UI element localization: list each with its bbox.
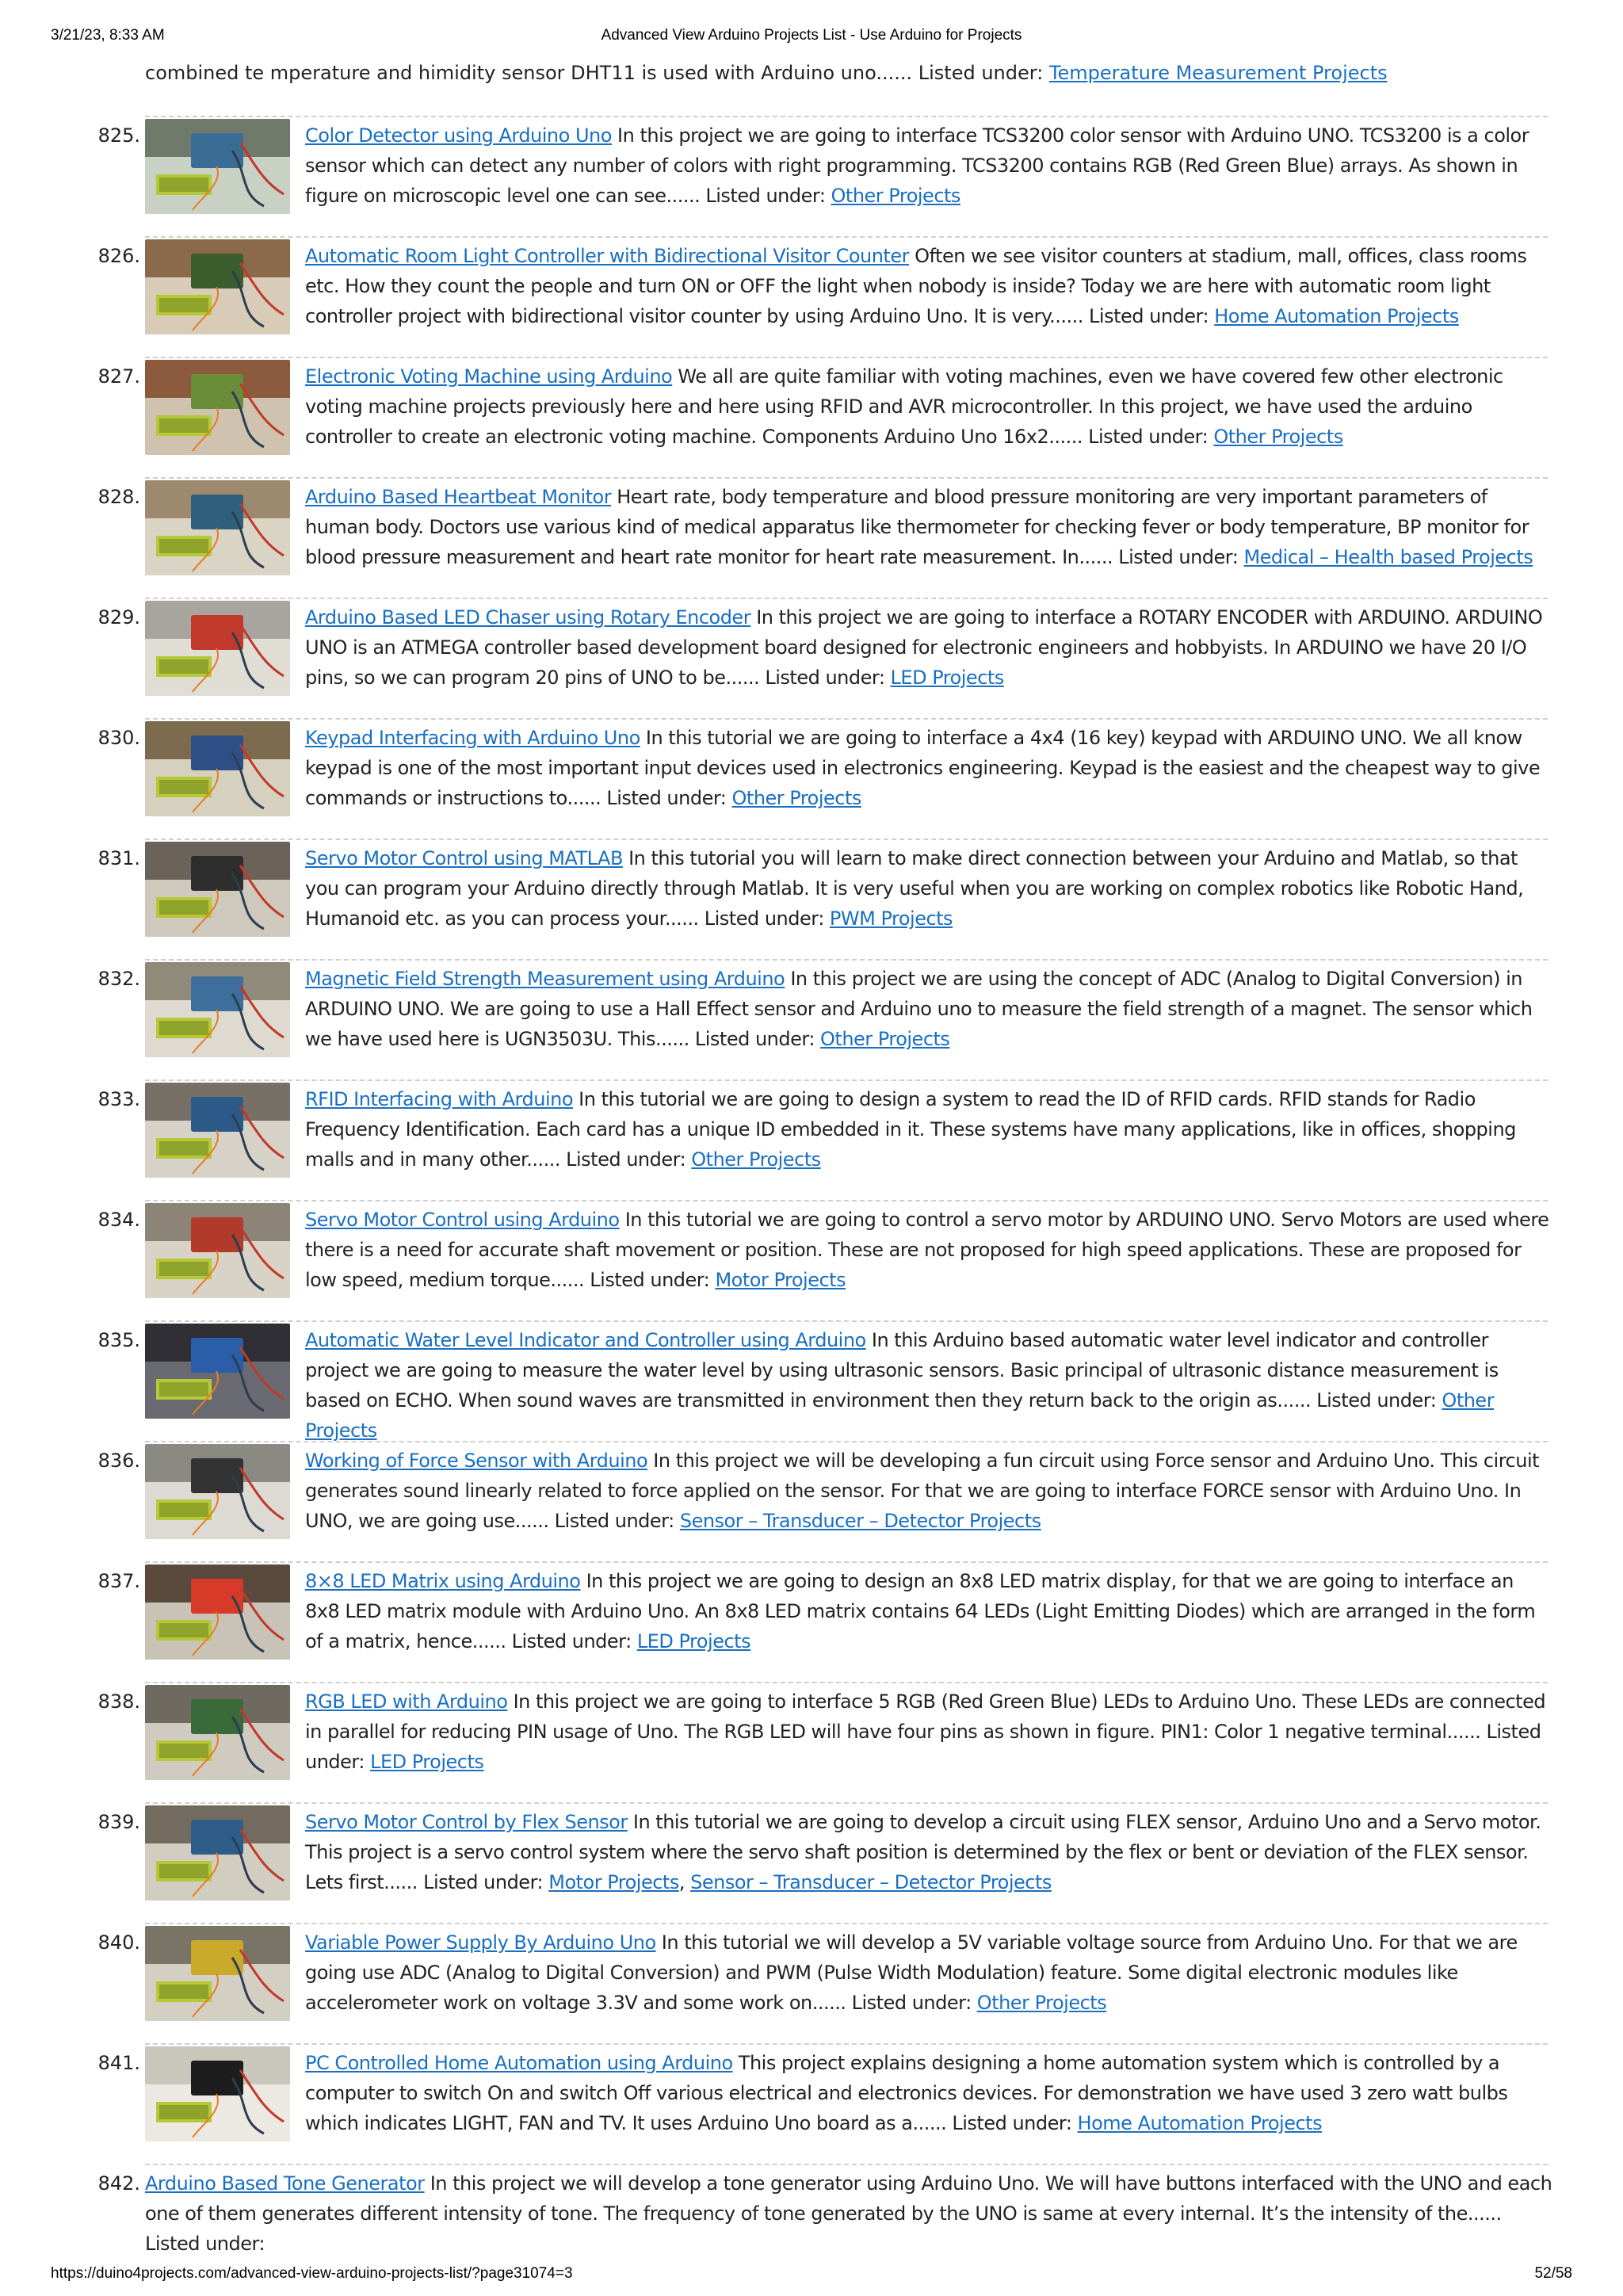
category-link[interactable]: Home Automation Projects [1214, 305, 1459, 327]
project-title-link[interactable]: Servo Motor Control using Arduino [305, 1209, 620, 1231]
item-separator [145, 1441, 1548, 1442]
circuit-photo-icon [145, 360, 290, 455]
item-separator [145, 357, 1548, 358]
project-title-link[interactable]: Electronic Voting Machine using Arduino [305, 365, 673, 388]
item-number: 836. [97, 1450, 140, 1472]
project-thumbnail-image[interactable] [145, 1324, 290, 1419]
circuit-photo-icon [145, 1444, 290, 1539]
listed-under-label: Listed under: [1311, 1389, 1442, 1412]
project-title-link[interactable]: Working of Force Sensor with Arduino [305, 1450, 648, 1472]
listed-under-label: Listed under: [946, 2112, 1078, 2134]
circuit-photo-icon [145, 119, 290, 214]
item-separator [145, 116, 1548, 117]
listed-under-label: Listed under: [1113, 546, 1244, 568]
item-separator [145, 477, 1548, 479]
project-thumbnail-image[interactable] [145, 239, 290, 334]
item-number: 834. [97, 1209, 140, 1231]
listed-under-label: Listed under: [1083, 305, 1215, 327]
category-link[interactable]: Medical – Health based Projects [1243, 546, 1533, 568]
item-number: 825. [97, 124, 140, 147]
project-title-link[interactable]: Servo Motor Control using MATLAB [305, 847, 623, 869]
project-thumbnail-image[interactable] [145, 480, 290, 575]
project-description: In this project we are going to interface a ROTARY ENCODER with ARDUINO. ARDUINO UNO is an ATMEGA controller based development board designed for electronic engineers and hobbyists. In ARDUINO we have 20 I/O pins, so we can program 20 pins of UNO to be...... [305, 606, 1543, 689]
item-separator [145, 598, 1548, 599]
project-description: In this tutorial we are going to design a system to read the ID of RFID cards. RFID stands for Radio Frequency Identification. Each card has a unique ID embedded in it. These systems have many applications, like in offices, shopping malls and in many other...... [305, 1088, 1516, 1171]
project-title-link[interactable]: Keypad Interfacing with Arduino Uno [305, 727, 640, 749]
project-thumbnail-image[interactable] [145, 962, 290, 1057]
listed-under-label: Listed under: [700, 185, 831, 207]
item-separator [145, 2043, 1548, 2045]
item-separator [145, 718, 1548, 720]
item-number: 842. [97, 2172, 140, 2195]
circuit-photo-icon [145, 2046, 290, 2141]
circuit-photo-icon [145, 1805, 290, 1901]
project-title-link[interactable]: RFID Interfacing with Arduino [305, 1088, 574, 1110]
page-counter: 52/58 [1534, 2265, 1572, 2282]
project-description: In this project we will be developing a fun circuit using Force sensor and Arduino Uno. This circuit generates sound linearly related to force applied on the sensor. For that we are going to interface FORCE sensor with Arduino Uno. In UNO, we are going use...... [305, 1450, 1540, 1532]
category-link[interactable]: Sensor – Transducer – Detector Projects [679, 1510, 1041, 1532]
project-title-link[interactable]: Variable Power Supply By Arduino Uno [305, 1931, 656, 1954]
circuit-photo-icon [145, 1324, 290, 1419]
item-number: 826. [97, 245, 140, 267]
project-description: In this project we will develop a tone generator using Arduino Uno. We will have buttons interfaced with the UNO and each one of them generates different intensity of tone. The frequency of tone generated by the UNO is same at every internal. It’s the intensity of the...... [145, 2172, 1552, 2225]
item-text [305, 482, 1553, 572]
item-number: 831. [97, 847, 140, 869]
project-title-link[interactable]: Servo Motor Control by Flex Sensor [305, 1811, 628, 1833]
project-thumbnail-image[interactable] [145, 1564, 290, 1660]
item-text [305, 1205, 1553, 1295]
project-description: We all are quite familiar with voting machines, even we have covered few other electronic voting machine projects previously here and here using RFID and AVR microcontroller. In this project, we have used the arduino controller to create an electronic voting machine. Components Arduino Uno 16x2...... [305, 365, 1503, 448]
category-link[interactable]: LED Projects [890, 667, 1004, 689]
project-description: In this tutorial we are going to control a servo motor by ARDUINO UNO. Servo Motors are used where there is a need for accurate shaft movement or position. These are not proposed for high speed applications. These are proposed for low speed, medium torque...... [305, 1209, 1549, 1291]
category-link[interactable]: Motor Projects [715, 1269, 846, 1291]
item-text [305, 1084, 1553, 1175]
project-thumbnail-image[interactable] [145, 1685, 290, 1780]
item-separator [145, 2164, 1548, 2165]
item-text [305, 1927, 1553, 2018]
project-thumbnail-image[interactable] [145, 721, 290, 816]
item-separator [145, 1320, 1548, 1322]
project-title-link[interactable]: Automatic Water Level Indicator and Controller using Arduino [305, 1329, 866, 1351]
item-text [305, 843, 1553, 934]
project-thumbnail-image[interactable] [145, 1203, 290, 1298]
category-link[interactable]: Motor Projects [548, 1871, 679, 1893]
print-header [51, 27, 1572, 49]
item-separator [145, 1200, 1548, 1201]
project-description: In this Arduino based automatic water level indicator and controller project we are going to measure the water level by using ultrasonic sensors. Basic principal of ultrasonic distance measurement is based on ECHO. When sound waves are transmitted in environment then they return back to the origin as...... [305, 1329, 1499, 1412]
listed-under-label: Listed under: [417, 1871, 549, 1893]
item-text: Servo Motor Control by Flex Sensor In this tutorial we are going to develop a circuit using FLEX sensor, Arduino Uno and a Servo motor. This project is a servo control system where the servo shaft position is determined by the flex or bent or deviation of the FLEX sensor. Lets first...... Listed under: Motor Projects, Sensor – Transducer – Detector Projects [305, 1811, 1541, 1893]
project-description: In this project we are going to design an 8x8 LED matrix display, for that we are going to interface an 8x8 LED matrix module with Arduino Uno. An 8x8 LED matrix contains 64 LEDs (Light Emitting Diodes) which are arranged in the form of a matrix, hence...... [305, 1570, 1536, 1652]
item-number: 837. [97, 1570, 140, 1592]
project-thumbnail-image[interactable] [145, 119, 290, 214]
category-link[interactable]: Other Projects [1213, 426, 1343, 448]
project-description: In this tutorial we are going to develop a circuit using FLEX sensor, Arduino Uno and a Servo motor. This project is a servo control system where the servo shaft position is determined by the flex or bent or deviation of the FLEX sensor. Lets first...... [305, 1811, 1541, 1893]
print-page-title: Advanced View Arduino Projects List - Use Arduino for Projects [601, 27, 1022, 44]
item-separator [145, 959, 1548, 961]
project-description: In this tutorial we will develop a 5V variable voltage source from Arduino Uno. For that we are going use ADC (Analog to Digital Conversion) and PWM (Pulse Width Modulation) feature. Some digital electronic modules like accelerometer work on voltage 3.3V and some work on...... [305, 1931, 1518, 2014]
project-title-link[interactable]: Arduino Based Heartbeat Monitor [305, 486, 612, 508]
circuit-photo-icon [145, 1564, 290, 1660]
listed-under-label: Listed under: [1083, 426, 1214, 448]
project-thumbnail-image[interactable] [145, 2046, 290, 2141]
listed-under-label: Listed under: [506, 1630, 637, 1652]
project-title-link[interactable]: 8×8 LED Matrix using Arduino [305, 1570, 581, 1592]
circuit-photo-icon [145, 1926, 290, 2021]
item-text [305, 361, 1553, 452]
item-text [305, 964, 1553, 1054]
project-description: This project explains designing a home automation system which is controlled by a computer to switch On and switch Off various electrical and electronics devices. For demonstration we have used 3 zero watt bulbs which indicates LIGHT, FAN and TV. It uses Arduino Uno board as a...... [305, 2052, 1508, 2134]
category-link[interactable]: Home Automation Projects [1077, 2112, 1323, 2134]
item-separator [145, 1802, 1548, 1804]
item-number: 835. [97, 1329, 140, 1351]
item-number: 841. [97, 2052, 140, 2074]
print-datetime: 3/21/23, 8:33 AM [51, 27, 165, 44]
project-thumbnail-image[interactable] [145, 842, 290, 937]
circuit-photo-icon [145, 842, 290, 937]
listed-under-label: Listed under: [698, 907, 830, 930]
intro-category-link[interactable]: Temperature Measurement Projects [1048, 62, 1388, 84]
project-description: In this tutorial you will learn to make direct connection between your Arduino and Matlab, so that you can program your Arduino directly through Matlab. It is very useful when you are working on complex robotics like Robotic Hand, Humanoid etc. as you can process your...... [305, 847, 1524, 930]
listed-under-label: Listed under: [584, 1269, 716, 1291]
category-link[interactable]: LED Projects [370, 1751, 484, 1773]
item-text [305, 1566, 1553, 1656]
item-text [305, 120, 1553, 211]
project-title-link[interactable]: Color Detector using Arduino Uno [305, 124, 612, 147]
item-separator [145, 1923, 1548, 1924]
intro-text: combined te mperature and himidity sensor DHT11 is used with Arduino uno...... Listed under: [145, 62, 1049, 84]
category-link[interactable]: Other Projects [831, 185, 960, 207]
item-separator [145, 1561, 1548, 1563]
item-text [305, 2048, 1553, 2138]
circuit-photo-icon [145, 480, 290, 575]
circuit-photo-icon [145, 239, 290, 334]
item-number: 829. [97, 606, 140, 628]
listed-under-label: Listed under: [601, 787, 732, 809]
item-separator [145, 1682, 1548, 1683]
project-description: In this project we are going to interface 5 RGB (Red Green Blue) LEDs to Arduino Uno. These LEDs are connected in parallel for reducing PIN usage of Uno. The RGB LED will have four pins as shown in figure. PIN1: Color 1 negative terminal...... [305, 1690, 1546, 1743]
item-separator [145, 839, 1548, 840]
circuit-photo-icon [145, 1203, 290, 1298]
item-text [305, 1446, 1553, 1536]
item-number: 830. [97, 727, 140, 749]
listed-under-label: Listed under: [548, 1510, 680, 1532]
project-description: Often we see visitor counters at stadium, mall, offices, class rooms etc. How they count the people and turn ON or OFF the light when nobody is inside? Today we are here with automatic room light controller project with bidirectional visitor counter by using Arduino Uno. It is very...... [305, 245, 1527, 327]
project-title-link[interactable]: PC Controlled Home Automation using Arduino [305, 2052, 733, 2074]
item-separator [145, 236, 1548, 238]
project-thumbnail-image[interactable] [145, 1805, 290, 1901]
project-description: In this project we are using the concept of ADC (Analog to Digital Conversion) in ARDUINO UNO. We are going to use a Hall Effect sensor and Arduino uno to measure the field strength of a magnet. The sensor which we have used here is UGN3503U. This...... [305, 968, 1533, 1050]
project-title-link[interactable]: Magnetic Field Strength Measurement using Arduino [305, 968, 785, 990]
listed-under-label: Listed under: [145, 2233, 265, 2255]
circuit-photo-icon [145, 1685, 290, 1780]
intro-continuation [145, 58, 1548, 88]
project-title-link[interactable]: Automatic Room Light Controller with Bidirectional Visitor Counter [305, 245, 909, 267]
item-number: 840. [97, 1931, 140, 1954]
print-url: https://duino4projects.com/advanced-view-arduino-projects-list/?page31074=3 [51, 2265, 573, 2282]
listed-under-label: Listed under: [846, 1992, 977, 2014]
project-thumbnail-image[interactable] [145, 1926, 290, 2021]
category-link[interactable]: Other Projects [305, 1389, 1495, 1442]
circuit-photo-icon [145, 721, 290, 816]
circuit-photo-icon [145, 601, 290, 696]
category-link[interactable]: Other Projects [731, 787, 861, 809]
item-text [305, 723, 1553, 813]
project-title-link[interactable]: Arduino Based Tone Generator [145, 2172, 425, 2195]
item-number: 839. [97, 1811, 140, 1833]
item-number: 838. [97, 1690, 140, 1713]
print-footer [51, 2265, 1572, 2287]
item-text [305, 1325, 1553, 1446]
category-link[interactable]: LED Projects [636, 1630, 751, 1652]
item-text [305, 1687, 1553, 1777]
item-separator [145, 1079, 1548, 1081]
category-link[interactable]: Other Projects [976, 1992, 1107, 2014]
project-thumbnail-image[interactable] [145, 601, 290, 696]
item-number: 832. [97, 968, 140, 990]
project-description: In this project we are going to interface TCS3200 color sensor with Arduino UNO. TCS3200 is a color sensor which can detect any number of colors with right programming. TCS3200 contains RGB (Red Green Blue) arrays. As shown in figure on microscopic level one can see...... [305, 124, 1529, 207]
project-thumbnail-image[interactable] [145, 1083, 290, 1178]
item-number: 828. [97, 486, 140, 508]
category-link[interactable]: PWM Projects [829, 907, 953, 930]
project-title-link[interactable]: Arduino Based LED Chaser using Rotary Encoder [305, 606, 751, 628]
listed-under-label: Listed under: [559, 1148, 692, 1171]
listed-under-label: Listed under: [759, 667, 891, 689]
item-text [305, 602, 1553, 693]
project-thumbnail-image[interactable] [145, 360, 290, 455]
category-link[interactable]: Other Projects [691, 1148, 821, 1171]
listed-under-label: Listed under: [305, 1721, 1541, 1773]
project-description: In this tutorial we are going to interface a 4x4 (16 key) keypad with ARDUINO UNO. We all know keypad is one of the most important input devices used in electronics engineering. Keypad is the easiest and the cheapest way to give commands or instructions to...... [305, 727, 1541, 809]
category-link[interactable]: Other Projects [820, 1028, 950, 1050]
project-title-link[interactable]: RGB LED with Arduino [305, 1690, 508, 1713]
project-description: Heart rate, body temperature and blood pressure monitoring are very important parameters of human body. Doctors use various kind of medical apparatus like thermometer for checking fever or body temperature, BP monitor for blood pressure measurement and heart rate monitor for heart rate measurement. In...... [305, 486, 1529, 568]
circuit-photo-icon [145, 962, 290, 1057]
item-number: 833. [97, 1088, 140, 1110]
item-text [145, 2168, 1556, 2259]
item-number: 827. [97, 365, 140, 388]
listed-under-label: Listed under: [689, 1028, 821, 1050]
project-thumbnail-image[interactable] [145, 1444, 290, 1539]
category-link[interactable]: Sensor – Transducer – Detector Projects [690, 1871, 1052, 1893]
item-text [305, 241, 1553, 331]
circuit-photo-icon [145, 1083, 290, 1178]
